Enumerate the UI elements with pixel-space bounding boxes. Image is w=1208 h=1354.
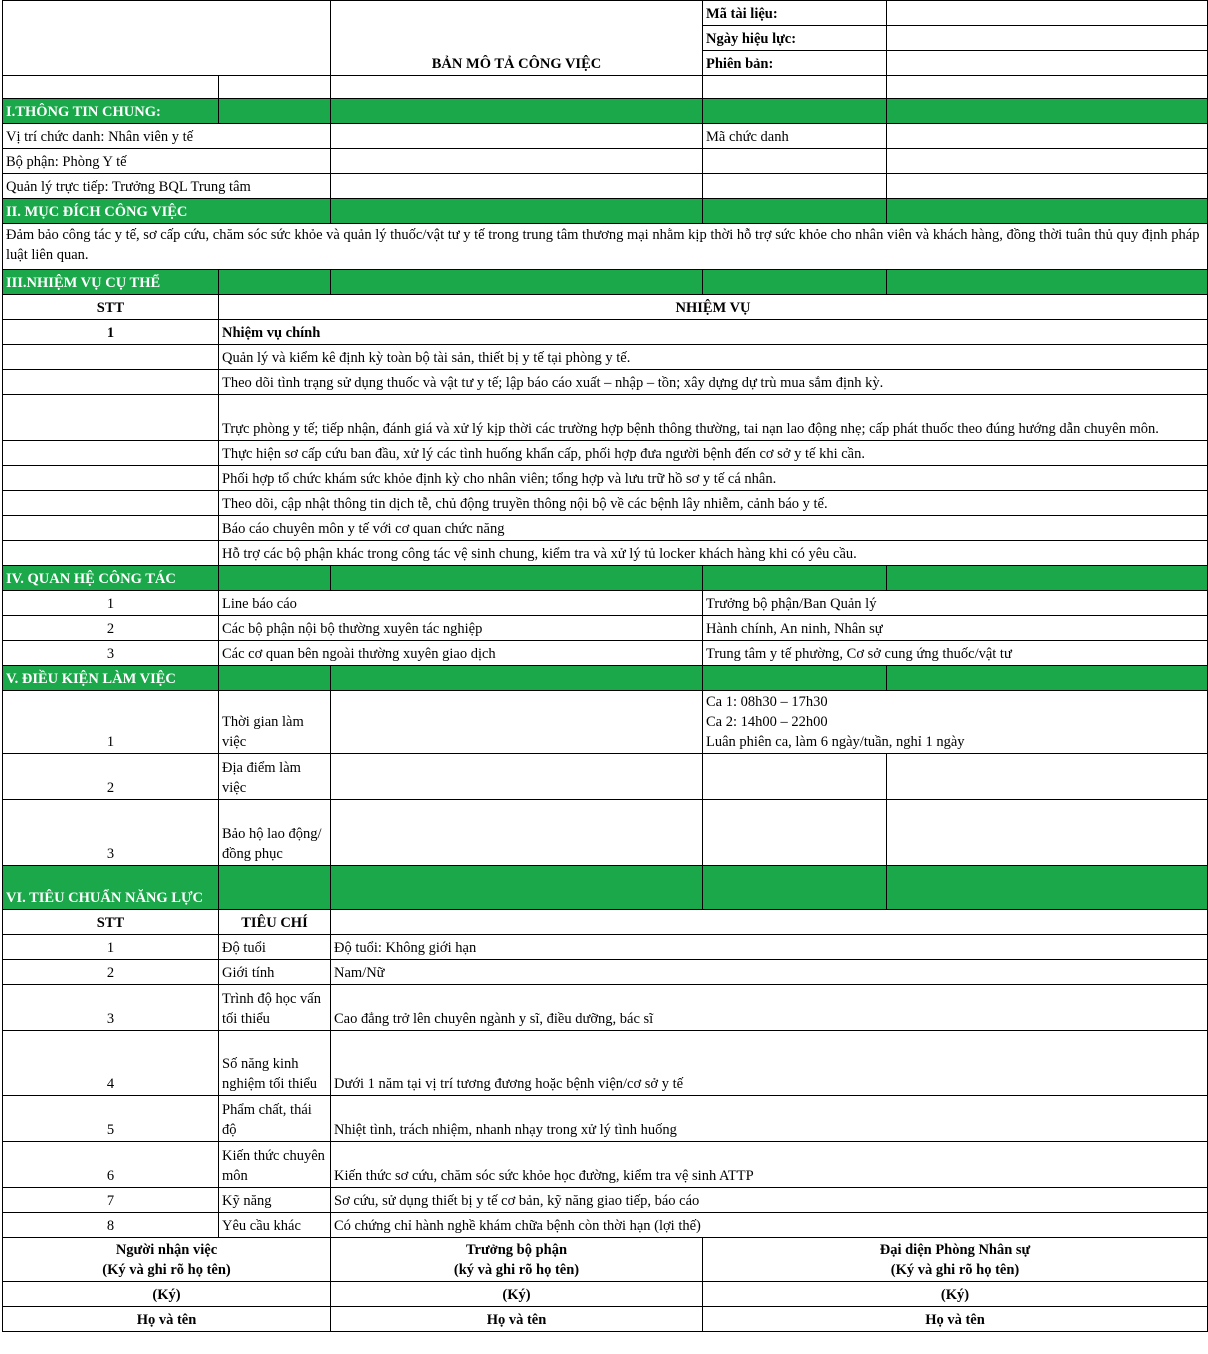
signature-hr [703,1238,1208,1282]
task-item: Quản lý và kiểm kê định kỳ toàn bộ tài sản, thiết bị y tế tại phòng y tế. [219,345,1208,370]
task-item: Hỗ trợ các bộ phận khác trong công tác vệ sinh chung, kiểm tra và xử lý tủ locker khách hàng khi có yêu cầu. [219,541,1208,566]
signature-note: (Ký và ghi rõ họ tên) [890,1262,1020,1278]
criteria-value: Sơ cứu, sử dụng thiết bị y tế cơ bản, kỹ năng giao tiếp, báo cáo [331,1188,1208,1213]
criteria-no: 7 [3,1188,219,1213]
relation-value: Trung tâm y tế phường, Cơ sở cung ứng thuốc/vật tư [703,641,1208,666]
criteria-name: Trình độ học vấn tối thiểu [219,985,331,1031]
version-label: Phiên bản: [703,51,887,76]
condition-no: 1 [3,691,219,754]
criteria-name: Độ tuổi [219,935,331,960]
shift-line: Ca 2: 14h00 – 22h00 [706,714,828,730]
shift-line: Ca 1: 08h30 – 17h30 [706,694,828,710]
version-value[interactable] [887,51,1208,76]
condition-no: 2 [3,754,219,800]
signature-head [331,1238,703,1282]
document-title: BẢN MÔ TẢ CÔNG VIỆC [331,1,703,76]
job-description-table [2,0,1208,1332]
criteria-value: Dưới 1 năm tại vị trí tương đương hoặc bệnh viện/cơ sở y tế [331,1031,1208,1096]
task-item: Báo cáo chuyên môn y tế với cơ quan chức năng [219,516,1208,541]
section-1-title: I.THÔNG TIN CHUNG: [3,99,219,124]
task-group-no: 1 [3,320,219,345]
criteria-name: Kiến thức chuyên môn [219,1142,331,1188]
criteria-name: Số năng kinh nghiệm tối thiểu [219,1031,331,1096]
criteria-value: Nam/Nữ [331,960,1208,985]
position-code-label: Mã chức danh [703,124,887,149]
signature-title: Đại diện Phòng Nhân sự [879,1242,1031,1258]
section-6-title: VI. TIÊU CHUẨN NĂNG LỰC [3,866,219,910]
task-item: Thực hiện sơ cấp cứu ban đầu, xử lý các tình huống khẩn cấp, phối hợp đưa người bệnh đến cơ sở y tế khi cần. [219,441,1208,466]
criteria-value: Nhiệt tình, trách nhiệm, nhanh nhạy trong xử lý tình huống [331,1096,1208,1142]
doc-code-value[interactable] [887,1,1208,26]
department-field: Bộ phận: Phòng Y tế [3,149,331,174]
doc-code-label: Mã tài liệu: [703,1,887,26]
effective-date-value[interactable] [887,26,1208,51]
criteria-value: Kiến thức sơ cứu, chăm sóc sức khỏe học đường, kiểm tra vệ sinh ATTP [331,1142,1208,1188]
task-item: Phối hợp tổ chức khám sức khỏe định kỳ cho nhân viên; tổng hợp và lưu trữ hồ sơ y tế cá nhân. [219,466,1208,491]
position-field: Vị trí chức danh: Nhân viên y tế [3,124,331,149]
signature-title: Người nhận việc [115,1242,218,1258]
signature-sign[interactable]: (Ký) [331,1282,703,1307]
section-2-title: II. MỤC ĐÍCH CÔNG VIỆC [3,199,331,224]
purpose-text: Đảm bảo công tác y tế, sơ cấp cứu, chăm sóc sức khỏe và quản lý thuốc/vật tư y tế trong trung tâm thương mại nhằm kịp thời hỗ trợ sức khỏe cho nhân viên và khách hàng, đồng thời tuân thủ quy định pháp luật liên quan. [3,224,1208,270]
criteria-value: Cao đẳng trở lên chuyên ngành y sĩ, điều dưỡng, bác sĩ [331,985,1208,1031]
condition-value [703,691,1208,754]
signature-name: Họ và tên [331,1307,703,1332]
signature-note: (Ký và ghi rõ họ tên) [102,1262,231,1278]
criteria-header: TIÊU CHÍ [219,910,331,935]
section-3-title: III.NHIỆM VỤ CỤ THỂ [3,270,219,295]
signature-receiver [3,1238,331,1282]
condition-no: 3 [3,800,219,866]
criteria-value: Độ tuổi: Không giới hạn [331,935,1208,960]
criteria-no: 8 [3,1213,219,1238]
criteria-no: 5 [3,1096,219,1142]
criteria-stt-header: STT [3,910,219,935]
task-group-title: Nhiệm vụ chính [219,320,1208,345]
effective-date-label: Ngày hiệu lực: [703,26,887,51]
criteria-no: 2 [3,960,219,985]
task-item: Trực phòng y tế; tiếp nhận, đánh giá và xử lý kịp thời các trường hợp bệnh thông thường, tai nạn lao động nhẹ; cấp phát thuốc theo đúng hướng dẫn chuyên môn. [219,395,1208,441]
condition-name: Địa điểm làm việc [219,754,331,800]
shift-line: Luân phiên ca, làm 6 ngày/tuần, nghỉ 1 ngày [706,734,965,750]
relation-value: Trưởng bộ phận/Ban Quản lý [703,591,1208,616]
criteria-name: Giới tính [219,960,331,985]
relation-name: Các bộ phận nội bộ thường xuyên tác nghiệp [219,616,703,641]
section-4-title: IV. QUAN HỆ CÔNG TÁC [3,566,219,591]
signature-name: Họ và tên [703,1307,1208,1332]
task-item: Theo dõi, cập nhật thông tin dịch tễ, chủ động truyền thông nội bộ về các bệnh lây nhiễm, cảnh báo y tế. [219,491,1208,516]
criteria-value: Có chứng chỉ hành nghề khám chữa bệnh còn thời hạn (lợi thế) [331,1213,1208,1238]
criteria-no: 4 [3,1031,219,1096]
col-task-header: NHIỆM VỤ [219,295,1208,320]
col-stt-header: STT [3,295,219,320]
relation-no: 3 [3,641,219,666]
condition-name: Bảo hộ lao động/đồng phục [219,800,331,866]
signature-note: (ký và ghi rõ họ tên) [453,1262,580,1278]
criteria-name: Kỹ năng [219,1188,331,1213]
criteria-name: Phẩm chất, thái độ [219,1096,331,1142]
relation-value: Hành chính, An ninh, Nhân sự [703,616,1208,641]
manager-field: Quản lý trực tiếp: Trưởng BQL Trung tâm [3,174,331,199]
relation-no: 2 [3,616,219,641]
logo-area [3,1,331,76]
relation-name: Line báo cáo [219,591,703,616]
signature-title: Trưởng bộ phận [465,1242,568,1258]
criteria-no: 3 [3,985,219,1031]
signature-name: Họ và tên [3,1307,331,1332]
criteria-no: 6 [3,1142,219,1188]
criteria-no: 1 [3,935,219,960]
section-5-title: V. ĐIỀU KIỆN LÀM VIỆC [3,666,219,691]
task-item: Theo dõi tình trạng sử dụng thuốc và vật tư y tế; lập báo cáo xuất – nhập – tồn; xây dựng dự trù mua sắm định kỳ. [219,370,1208,395]
signature-sign[interactable]: (Ký) [3,1282,331,1307]
condition-name: Thời gian làm việc [219,691,331,754]
relation-name: Các cơ quan bên ngoài thường xuyên giao dịch [219,641,703,666]
signature-sign[interactable]: (Ký) [703,1282,1208,1307]
relation-no: 1 [3,591,219,616]
criteria-name: Yêu cầu khác [219,1213,331,1238]
